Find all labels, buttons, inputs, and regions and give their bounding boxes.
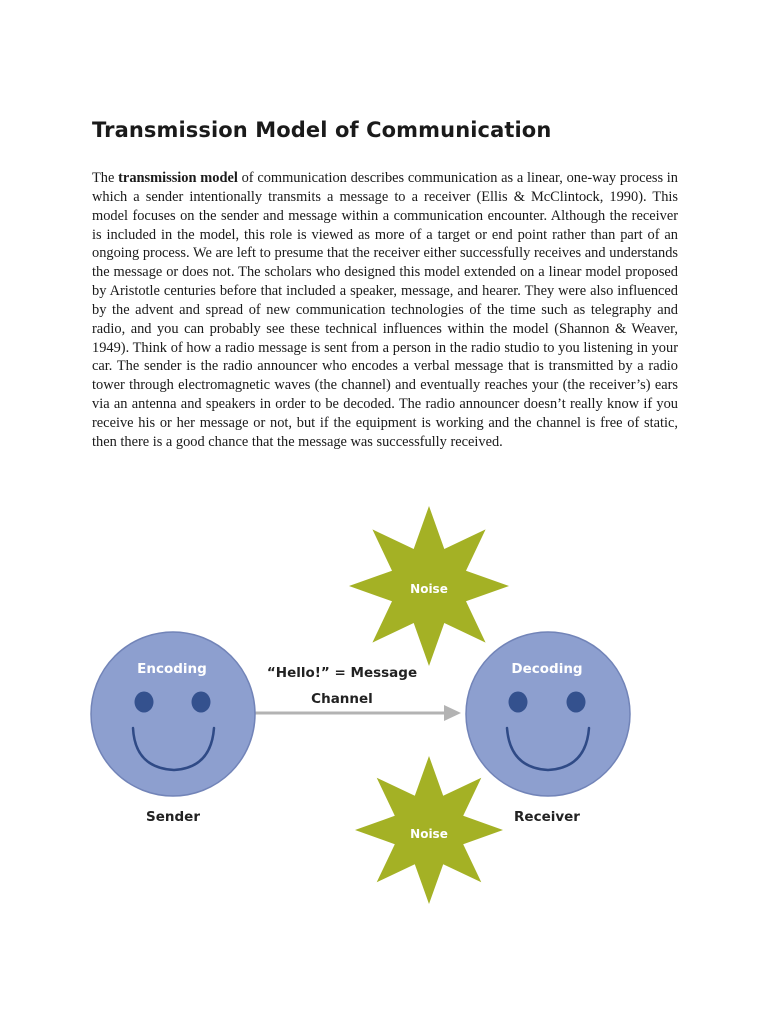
- sender-caption: Sender: [146, 809, 200, 825]
- page-title: Transmission Model of Communication: [92, 118, 552, 142]
- paragraph-text: of communication describes communication as a linear, one-way process in which a sender intentionally transmits a message to a receiver (Ellis & McClintock, 1990). This model focuses on the sender and message within a communication encounter. Although the receiver is included in the model, this role is viewed as more of a target or end point rather than part of an ongoing process. We are left to presume that the receiver either successfully receives and understands the message or does not. The scholars who designed this model extended on a linear model proposed by Aristotle centuries before that included a speaker, message, and hearer. They were also influenced by the advent and spread of new communication technologies of the time such as telegraphy and radio, and you can probably see these technical influences within the model (Shannon & Weaver, 1949). Think of how a radio message is sent from a person in the radio studio to you listening in your car. The sender is the radio announcer who encodes a verbal message that is transmitted by a radio tower through electromagnetic waves (the channel) and eventually reaches your (the receiver’s) ears via an antenna and speakers in order to be decoded. The radio announcer doesn’t really know if you receive his or her message or not, but if the equipment is working and the channel is free of static, then there is a good chance that the message was successfully received.: [92, 170, 678, 450]
- noise-top-label: Noise: [410, 582, 448, 596]
- sender-face-icon: [91, 632, 255, 796]
- decoding-label: Decoding: [511, 661, 583, 677]
- message-label: “Hello!” = Message: [266, 665, 418, 681]
- receiver-caption: Receiver: [514, 809, 580, 825]
- channel-arrow: [255, 705, 461, 721]
- receiver-face-icon: [466, 632, 630, 796]
- encoding-label: Encoding: [137, 661, 207, 677]
- channel-label: Channel: [311, 691, 373, 707]
- paragraph-lead: The: [92, 170, 119, 186]
- noise-bottom-label: Noise: [410, 827, 448, 841]
- key-term: transmission model: [118, 170, 238, 186]
